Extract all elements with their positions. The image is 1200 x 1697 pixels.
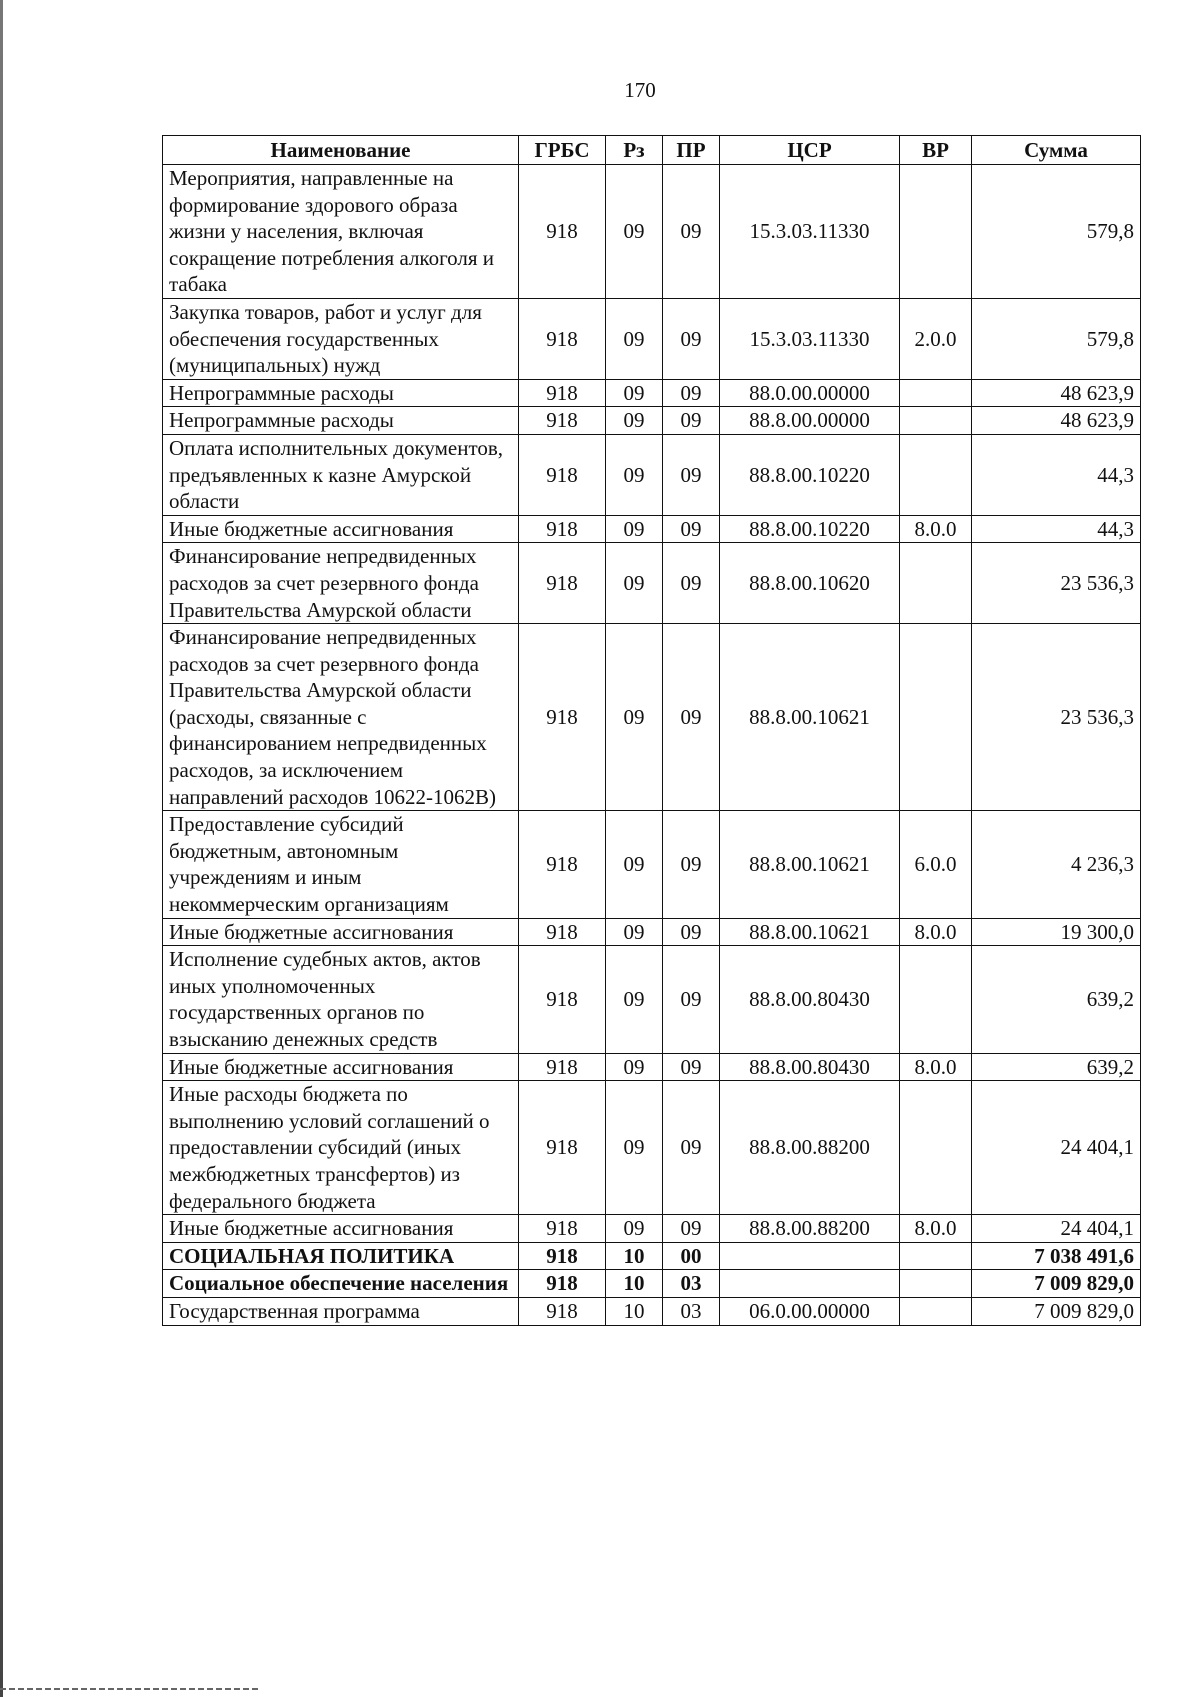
cell-grbs: 918 [519,407,606,435]
cell-grbs: 918 [519,434,606,515]
header-vr: ВР [900,136,972,165]
cell-csr: 88.8.00.10220 [720,515,900,543]
budget-table [162,135,1141,1326]
header-name: Наименование [163,136,519,165]
cell-name: Иные бюджетные ассигнования [163,1215,519,1243]
cell-vr: 2.0.0 [900,298,972,379]
cell-pr: 09 [663,1053,720,1081]
cell-name: Оплата исполнительных документов, предъявленных к казне Амурской области [163,434,519,515]
cell-csr: 88.0.00.00000 [720,379,900,407]
cell-grbs: 918 [519,1270,606,1298]
cell-name: Иные бюджетные ассигнования [163,918,519,946]
table-row [163,918,1141,946]
table-row [163,1297,1141,1325]
table-row [163,811,1141,918]
cell-name: Иные бюджетные ассигнования [163,515,519,543]
cell-sum: 7 038 491,6 [972,1242,1141,1270]
cell-name: Мероприятия, направленные на формирование здорового образа жизни у населения, включая сокращение потребления алкоголя и табака [163,165,519,299]
cell-name: Исполнение судебных актов, актов иных уполномоченных государственных органов по взысканию денежных средств [163,946,519,1053]
cell-rz: 10 [606,1297,663,1325]
table-row [163,434,1141,515]
cell-sum: 7 009 829,0 [972,1270,1141,1298]
cell-vr: 8.0.0 [900,515,972,543]
cell-sum: 7 009 829,0 [972,1297,1141,1325]
cell-sum: 48 623,9 [972,379,1141,407]
table-row [163,624,1141,811]
cell-pr: 09 [663,515,720,543]
cell-vr [900,1297,972,1325]
cell-csr: 88.8.00.10621 [720,624,900,811]
cell-pr: 09 [663,298,720,379]
cell-name: Государственная программа [163,1297,519,1325]
cell-rz: 09 [606,918,663,946]
cell-rz: 09 [606,434,663,515]
cell-sum: 24 404,1 [972,1081,1141,1215]
cell-name: Финансирование непредвиденных расходов за счет резервного фонда Правительства Амурской области [163,543,519,624]
table-row [163,1081,1141,1215]
cell-rz: 09 [606,1215,663,1243]
cell-vr [900,165,972,299]
cell-name: Иные бюджетные ассигнования [163,1053,519,1081]
cell-rz: 09 [606,1053,663,1081]
cell-vr [900,434,972,515]
cell-sum: 44,3 [972,434,1141,515]
cell-csr: 15.3.03.11330 [720,165,900,299]
cell-sum: 639,2 [972,946,1141,1053]
cell-pr: 09 [663,946,720,1053]
table-row [163,515,1141,543]
cell-csr: 88.8.00.00000 [720,407,900,435]
cell-grbs: 918 [519,1242,606,1270]
table-row [163,407,1141,435]
cell-pr: 09 [663,379,720,407]
cell-vr: 8.0.0 [900,918,972,946]
cell-pr: 03 [663,1297,720,1325]
cell-sum: 579,8 [972,165,1141,299]
cell-grbs: 918 [519,1053,606,1081]
cell-pr: 09 [663,624,720,811]
cell-csr: 88.8.00.10620 [720,543,900,624]
cell-grbs: 918 [519,165,606,299]
cell-sum: 23 536,3 [972,543,1141,624]
cell-pr: 09 [663,811,720,918]
table-row [163,298,1141,379]
cell-rz: 09 [606,624,663,811]
cell-name: Иные расходы бюджета по выполнению условий соглашений о предоставлении субсидий (иных межбюджетных трансфертов) из федерального бюджета [163,1081,519,1215]
cell-grbs: 918 [519,379,606,407]
cell-vr: 6.0.0 [900,811,972,918]
cell-name: Социальное обеспечение населения [163,1270,519,1298]
cell-csr [720,1270,900,1298]
cell-vr [900,946,972,1053]
cell-rz: 10 [606,1242,663,1270]
cell-rz: 09 [606,811,663,918]
cell-sum: 24 404,1 [972,1215,1141,1243]
cell-name: СОЦИАЛЬНАЯ ПОЛИТИКА [163,1242,519,1270]
cell-csr: 88.8.00.10220 [720,434,900,515]
cell-csr: 88.8.00.10621 [720,918,900,946]
cell-grbs: 918 [519,811,606,918]
cell-grbs: 918 [519,543,606,624]
header-grbs: ГРБС [519,136,606,165]
cell-name: Закупка товаров, работ и услуг для обеспечения государственных (муниципальных) нужд [163,298,519,379]
scan-bottom-artifact [0,1688,260,1690]
cell-rz: 09 [606,298,663,379]
cell-pr: 09 [663,1215,720,1243]
cell-vr: 8.0.0 [900,1215,972,1243]
cell-grbs: 918 [519,298,606,379]
cell-pr: 09 [663,543,720,624]
cell-rz: 09 [606,379,663,407]
header-rz: Рз [606,136,663,165]
table-header-row [163,136,1141,165]
cell-vr [900,1081,972,1215]
cell-sum: 19 300,0 [972,918,1141,946]
table-row [163,946,1141,1053]
cell-sum: 4 236,3 [972,811,1141,918]
cell-csr: 15.3.03.11330 [720,298,900,379]
cell-sum: 23 536,3 [972,624,1141,811]
table-row [163,1215,1141,1243]
cell-csr: 88.8.00.88200 [720,1215,900,1243]
cell-vr [900,1242,972,1270]
cell-name: Непрограммные расходы [163,407,519,435]
cell-rz: 09 [606,515,663,543]
cell-grbs: 918 [519,515,606,543]
cell-rz: 09 [606,946,663,1053]
cell-csr: 88.8.00.88200 [720,1081,900,1215]
cell-grbs: 918 [519,1081,606,1215]
table-row [163,1270,1141,1298]
table-row [163,165,1141,299]
table-row [163,543,1141,624]
cell-name: Финансирование непредвиденных расходов за счет резервного фонда Правительства Амурской области (расходы, связанные с финансированием непредвиденных расходов, за исключением направлений расходов 10622-1062В) [163,624,519,811]
cell-grbs: 918 [519,1297,606,1325]
cell-pr: 09 [663,1081,720,1215]
cell-sum: 44,3 [972,515,1141,543]
table-body [163,165,1141,1326]
cell-name: Непрограммные расходы [163,379,519,407]
cell-csr: 88.8.00.10621 [720,811,900,918]
cell-rz: 09 [606,407,663,435]
cell-name: Предоставление субсидий бюджетным, автономным учреждениям и иным некоммерческим организациям [163,811,519,918]
cell-sum: 639,2 [972,1053,1141,1081]
cell-grbs: 918 [519,624,606,811]
cell-rz: 09 [606,1081,663,1215]
cell-grbs: 918 [519,1215,606,1243]
header-csr: ЦСР [720,136,900,165]
cell-sum: 48 623,9 [972,407,1141,435]
table-row [163,379,1141,407]
header-pr: ПР [663,136,720,165]
cell-csr [720,1242,900,1270]
cell-pr: 09 [663,918,720,946]
cell-pr: 09 [663,165,720,299]
cell-grbs: 918 [519,946,606,1053]
cell-vr [900,379,972,407]
page-number: 170 [624,78,656,102]
cell-vr [900,624,972,811]
cell-csr: 06.0.00.00000 [720,1297,900,1325]
cell-pr: 09 [663,434,720,515]
cell-rz: 09 [606,165,663,299]
cell-rz: 10 [606,1270,663,1298]
scan-edge-shadow [0,0,3,1697]
cell-pr: 03 [663,1270,720,1298]
cell-rz: 09 [606,543,663,624]
cell-grbs: 918 [519,918,606,946]
table-row [163,1053,1141,1081]
cell-sum: 579,8 [972,298,1141,379]
cell-vr [900,407,972,435]
cell-vr: 8.0.0 [900,1053,972,1081]
table-row [163,1242,1141,1270]
cell-csr: 88.8.00.80430 [720,1053,900,1081]
cell-csr: 88.8.00.80430 [720,946,900,1053]
cell-pr: 00 [663,1242,720,1270]
cell-vr [900,543,972,624]
cell-vr [900,1270,972,1298]
cell-pr: 09 [663,407,720,435]
header-sum: Сумма [972,136,1141,165]
